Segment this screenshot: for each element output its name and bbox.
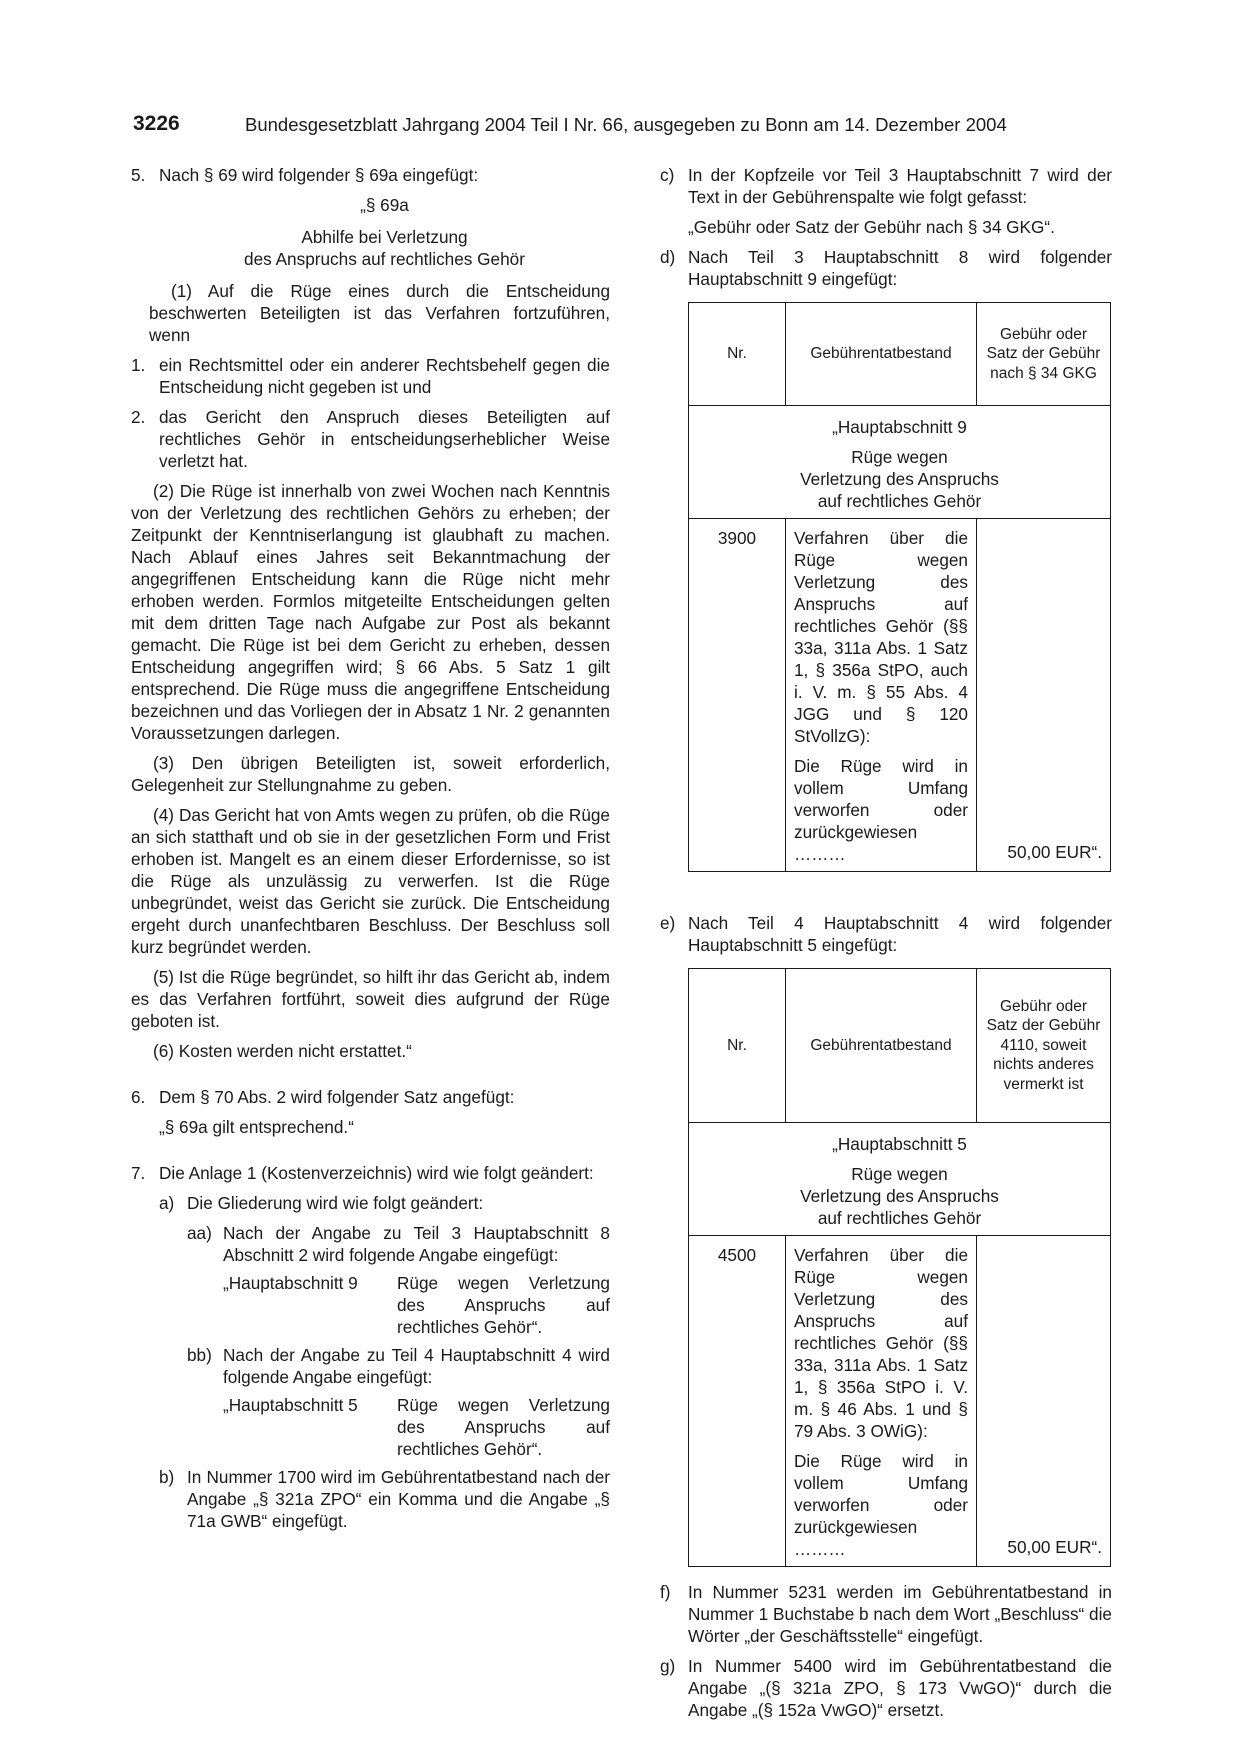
item-text: Die Anlage 1 (Kostenverzeichnis) wird wie folgt geändert: [159,1163,594,1183]
item-number: 5. [131,165,146,185]
section-heading: Rüge wegen [851,1164,948,1184]
sub-item-a [159,1192,610,1460]
fee-description [786,519,977,872]
angabe-value: Rüge wegen Verletzung des Anspruchs auf rechtliches Gehör“. [397,1395,610,1459]
sub-item-g [660,1655,1112,1721]
column-header-tatbestand: Gebührentatbestand [786,969,977,1123]
column-header-gebuehr: Gebühr oder Satz der Gebühr nach § 34 GKG [977,303,1111,406]
sub-item-d [660,246,1112,290]
enum-number: 2. [131,407,146,427]
page-number: 3226 [133,112,180,135]
sub-item-bb [187,1344,610,1460]
item-6 [131,1086,610,1138]
section-heading-cell [689,1123,1111,1236]
sub-item-text: In Nummer 5400 wird im Gebührentatbestand die Angabe „(§ 321a ZPO, § 173 VwGO)“ durch die Angabe „(§ 152a VwGO)“ ersetzt. [688,1656,1112,1720]
angabe-key: „Hauptabschnitt 9 [223,1273,358,1293]
sub-item-text: In Nummer 5231 werden im Gebührentatbestand in Nummer 1 Buchstabe b nach dem Wort „Beschluss“ die Wörter „der Geschäftsstelle“ eingefügt. [688,1582,1112,1646]
enum-text: ein Rechtsmittel oder ein anderer Rechtsbehelf gegen die Entscheidung nicht gegeben ist und [159,355,610,397]
sub-item-number: f) [660,1582,671,1602]
angabe-value: Rüge wegen Verletzung des Anspruchs auf rechtliches Gehör“. [397,1273,610,1337]
column-header-nr: Nr. [689,303,786,406]
angabe [223,1394,610,1460]
fee-description-text: Verfahren über die Rüge wegen Verletzung des Anspruchs auf rechtliches Gehör (§§ 33a, 311a Abs. 1 Satz 1, § 356a StPO i. V. m. § 46 Abs. 1 und § 79 Abs. 3 OWiG): [794,1245,968,1441]
item-number: 7. [131,1163,146,1183]
absatz-5: (5) Ist die Rüge begründet, so hilft ihr das Gericht ab, indem es das Verfahren fortführt, soweit dies aufgrund der Rüge geboten ist. [131,967,610,1031]
fee-description-text: Die Rüge wird in vollem Umfang verworfen oder zurückgewiesen ……… [794,756,968,864]
item-7 [131,1162,610,1532]
right-column [660,164,1112,1721]
absatz-3: (3) Den übrigen Beteiligten ist, soweit erforderlich, Gelegenheit zur Stellungnahme zu geben. [131,753,610,795]
absatz-1-item [131,354,610,398]
sub-item-number: bb) [187,1345,212,1365]
sub-item-text: Nach der Angabe zu Teil 4 Hauptabschnitt 4 wird folgende Angabe eingefügt: [223,1345,610,1387]
item-text: Nach § 69 wird folgender § 69a eingefügt: [159,165,479,185]
section-title: „Hauptabschnitt 9 [832,417,967,437]
fee-table-hauptabschnitt-9 [688,302,1111,872]
enum-text: das Gericht den Anspruch dieses Beteiligten auf rechtliches Gehör in entscheidungserheblicher Weise verletzt hat. [159,407,610,471]
item-text: Dem § 70 Abs. 2 wird folgender Satz angefügt: [159,1087,515,1107]
sub-item-number: b) [159,1467,175,1487]
fee-amount: 50,00 EUR“. [977,1236,1111,1567]
fee-amount: 50,00 EUR“. [977,519,1111,872]
section-heading: auf rechtliches Gehör [817,1208,982,1228]
section-heading: Verletzung des Anspruchs [800,1186,999,1206]
paragraph-heading: des Anspruchs auf rechtliches Gehör [244,249,525,269]
paragraph-heading: Abhilfe bei Verletzung [301,227,468,247]
left-column [131,164,610,1532]
sub-item-number: e) [660,913,676,933]
sub-item-text: In Nummer 1700 wird im Gebührentatbestand nach der Angabe „§ 321a ZPO“ ein Komma und die Angabe „§ 71a GWB“ eingefügt. [187,1467,610,1531]
sub-item-text: Die Gliederung wird wie folgt geändert: [187,1193,484,1213]
enum-number: 1. [131,355,146,375]
sub-item-c [660,164,1112,238]
sub-item-text: Nach der Angabe zu Teil 3 Hauptabschnitt 8 Abschnitt 2 wird folgende Angabe eingefügt: [223,1223,610,1265]
fee-description-text: Verfahren über die Rüge wegen Verletzung des Anspruchs auf rechtliches Gehör (§§ 33a, 311a Abs. 1 Satz 1, § 356a StPO, auch i. V. m. § 55 Abs. 4 JGG und § 120 StVollzG): [794,528,968,746]
fee-description-text: Die Rüge wird in vollem Umfang verworfen oder zurückgewiesen ……… [794,1451,968,1559]
angabe [223,1272,610,1338]
absatz-1: (1) Auf die Rüge eines durch die Entscheidung beschwerten Beteiligten ist das Verfahren fortzuführen, wenn [149,281,610,345]
absatz-4: (4) Das Gericht hat von Amts wegen zu prüfen, ob die Rüge an sich statthaft und ob sie in der gesetzlichen Form und Frist erhoben ist. Mangelt es an einem dieser Erfordernisse, so ist die Rüge als unzulässig zu verwerfen. Ist die Rüge unbegründet, weist das Gericht sie zurück. Die Entscheidung ergeht durch unanfechtbaren Beschluss. Der Beschluss soll kurz begründet werden. [131,805,610,957]
sub-item-aa [187,1222,610,1338]
absatz-6: (6) Kosten werden nicht erstattet.“ [153,1041,412,1061]
fee-number: 4500 [689,1236,786,1567]
angabe-key: „Hauptabschnitt 5 [223,1395,358,1415]
sub-item-b [159,1466,610,1532]
sub-item-number: aa) [187,1223,212,1243]
sub-item-quote: „Gebühr oder Satz der Gebühr nach § 34 GKG“. [688,217,1055,237]
fee-table-hauptabschnitt-5 [688,968,1111,1567]
sub-item-text: In der Kopfzeile vor Teil 3 Hauptabschnitt 7 wird der Text in der Gebührenspalte wie folgt gefasst: [688,165,1112,207]
item-number: 6. [131,1087,146,1107]
column-header-tatbestand: Gebührentatbestand [786,303,977,406]
sub-item-number: a) [159,1193,175,1213]
sub-item-text: Nach Teil 3 Hauptabschnitt 8 wird folgender Hauptabschnitt 9 eingefügt: [688,247,1112,289]
section-heading-cell [689,406,1111,519]
item-quote: „§ 69a gilt entsprechend.“ [159,1117,354,1137]
item-5 [131,164,610,346]
paragraph-title: „§ 69a [360,195,409,215]
section-heading: Verletzung des Anspruchs [800,469,999,489]
column-header-nr: Nr. [689,969,786,1123]
fee-number: 3900 [689,519,786,872]
absatz-1-item [131,406,610,472]
sub-item-e [660,912,1112,956]
section-title: „Hauptabschnitt 5 [832,1134,967,1154]
section-heading: auf rechtliches Gehör [817,491,982,511]
sub-item-number: g) [660,1656,676,1676]
fee-description [786,1236,977,1567]
running-title: Bundesgesetzblatt Jahrgang 2004 Teil I Nr. 66, ausgegeben zu Bonn am 14. Dezember 2004 [245,114,1007,135]
sub-item-number: c) [660,165,675,185]
column-header-gebuehr: Gebühr oder Satz der Gebühr 4110, soweit nichts anderes vermerkt ist [977,969,1111,1123]
sub-item-number: d) [660,247,676,267]
sub-item-f [660,1581,1112,1647]
section-heading: Rüge wegen [851,447,948,467]
absatz-2: (2) Die Rüge ist innerhalb von zwei Wochen nach Kenntnis von der Verletzung des rechtlichen Gehörs zu erheben; der Zeitpunkt der Kenntniserlangung ist glaubhaft zu machen. Nach Ablauf eines Jahres seit Bekanntmachung der angegriffenen Entscheidung kann die Rüge nicht mehr erhoben werden. Formlos mitgeteilte Entscheidungen gelten mit dem dritten Tage nach Aufgabe zur Post als bekannt gemacht. Die Rüge ist bei dem Gericht zu erheben, dessen Entscheidung angegriffen wird; § 66 Abs. 5 Satz 1 gilt entsprechend. Die Rüge muss die angegriffene Entscheidung bezeichnen und das Vorliegen der in Absatz 1 Nr. 2 genannten Voraussetzungen darlegen. [131,481,610,743]
sub-item-text: Nach Teil 4 Hauptabschnitt 4 wird folgender Hauptabschnitt 5 eingefügt: [688,913,1112,955]
